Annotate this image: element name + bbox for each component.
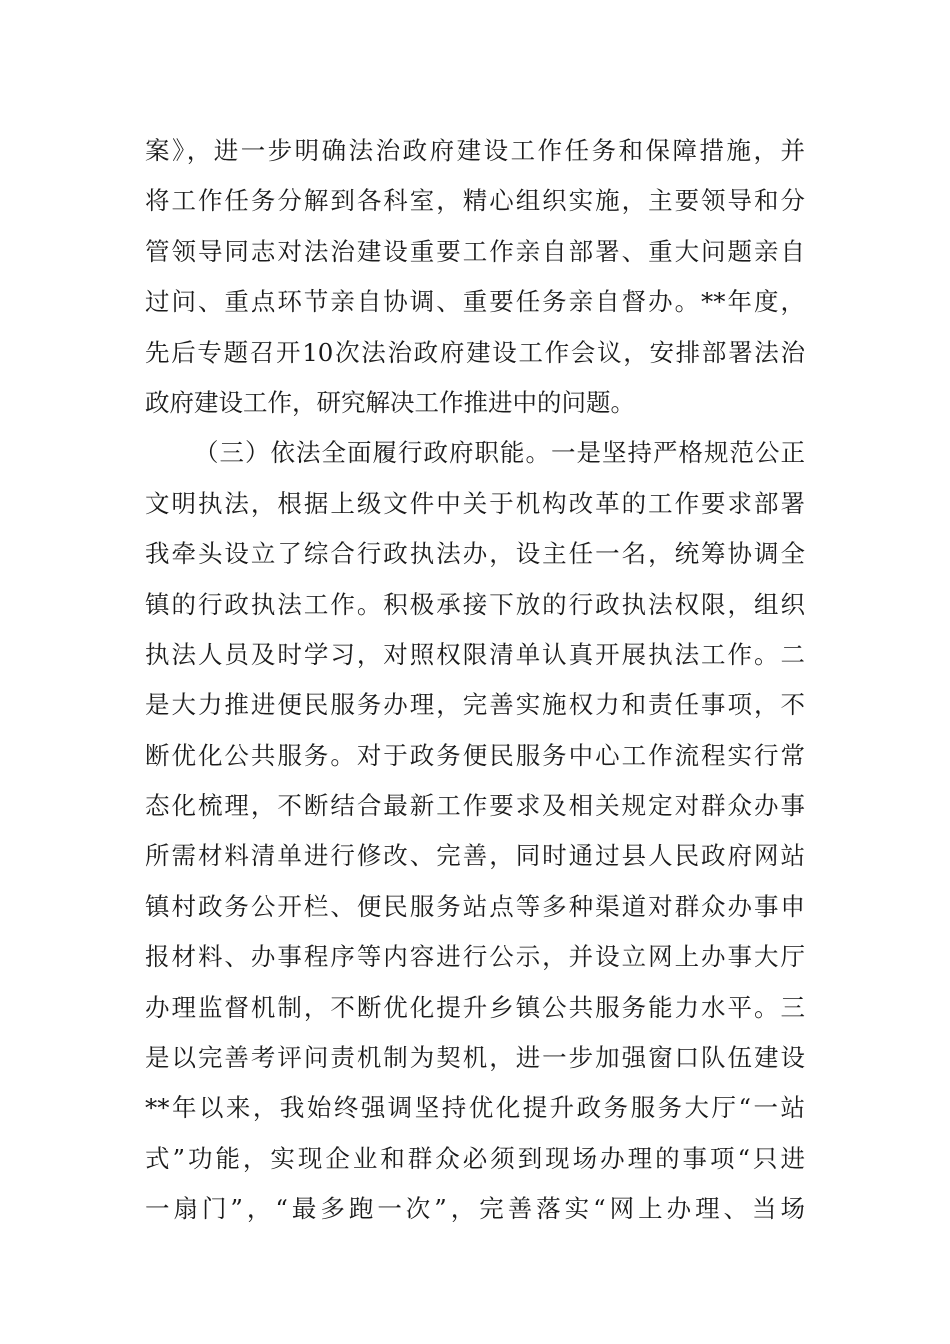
text-line: 管领导同志对法治建设重要工作亲自部署、重大问题亲自	[145, 236, 805, 266]
text-line: 先后专题召开10次法治政府建设工作会议，安排部署法治	[145, 337, 805, 367]
text-line: 政府建设工作，研究解决工作推进中的问题。	[145, 387, 635, 417]
text-line: 我牵头设立了综合行政执法办，设主任一名，统筹协调全	[145, 539, 805, 569]
body-text	[145, 126, 805, 1235]
text-line: 所需材料清单进行修改、完善，同时通过县人民政府网站	[145, 841, 805, 871]
text-line: 态化梳理，不断结合最新工作要求及相关规定对群众办事	[145, 791, 805, 821]
text-line: 报材料、办事程序等内容进行公示，并设立网上办事大厅	[145, 942, 805, 972]
text-line: 是以完善考评问责机制为契机，进一步加强窗口队伍建设	[145, 1043, 805, 1073]
text-line: **年以来，我始终强调坚持优化提升政务服务大厅“一站	[145, 1093, 805, 1123]
text-line-paragraph-start: （三）依法全面履行政府职能。一是坚持严格规范公正	[194, 438, 805, 468]
text-line: 案》，进一步明确法治政府建设工作任务和保障措施，并	[145, 136, 805, 165]
text-line: 镇村政务公开栏、便民服务站点等多种渠道对群众办事申	[145, 891, 805, 921]
text-line: 式”功能，实现企业和群众必须到现场办理的事项“只进	[145, 1143, 805, 1173]
text-line: 执法人员及时学习，对照权限清单认真开展执法工作。二	[145, 639, 805, 669]
text-line: 一扇门”，“最多跑一次”，完善落实“网上办理、当场	[145, 1194, 805, 1224]
text-line: 过问、重点环节亲自协调、重要任务亲自督办。**年度，	[145, 287, 805, 317]
text-line: 办理监督机制，不断优化提升乡镇公共服务能力水平。三	[145, 992, 805, 1022]
text-line: 文明执法，根据上级文件中关于机构改革的工作要求部署	[145, 488, 805, 518]
text-line: 是大力推进便民服务办理，完善实施权力和责任事项，不	[145, 690, 805, 720]
text-line: 断优化公共服务。对于政务便民服务中心工作流程实行常	[145, 740, 805, 770]
text-line: 镇的行政执法工作。积极承接下放的行政执法权限，组织	[145, 589, 805, 619]
text-line: 将工作任务分解到各科室，精心组织实施，主要领导和分	[145, 186, 805, 216]
